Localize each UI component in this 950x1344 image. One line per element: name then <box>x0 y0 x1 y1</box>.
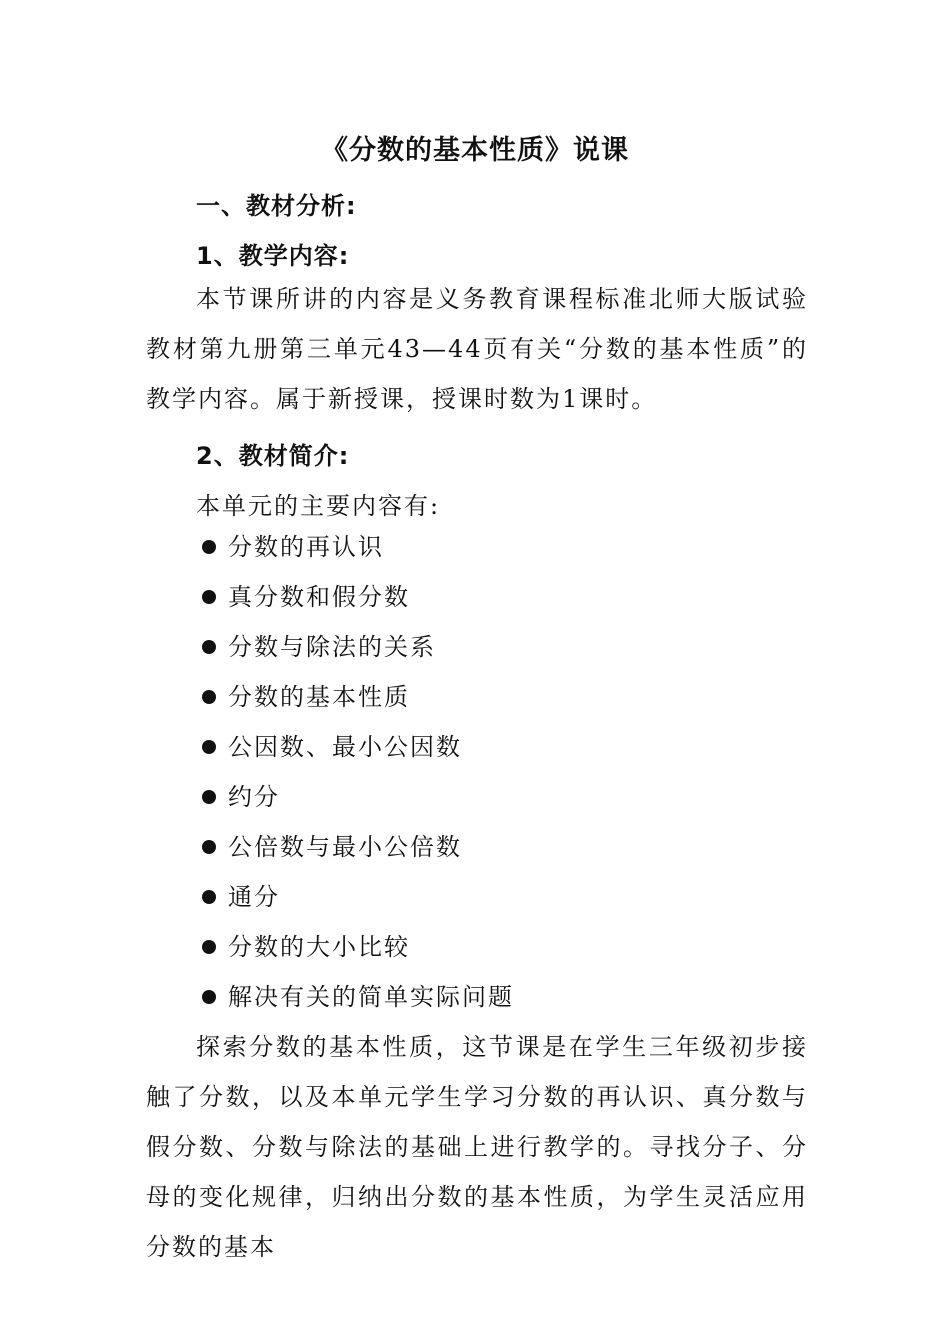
list-item-text: 分数与除法的关系 <box>228 633 436 661</box>
list-item <box>198 972 514 1022</box>
list-item-text: 分数的大小比较 <box>228 933 410 961</box>
list-item-text: 通分 <box>228 883 280 911</box>
unit-content-list <box>198 522 514 1022</box>
list-item <box>198 722 514 772</box>
list-item-text: 公倍数与最小公倍数 <box>228 833 462 861</box>
list-item <box>198 872 514 922</box>
bullet-dot-icon <box>202 940 216 954</box>
bullet-dot-icon <box>202 890 216 904</box>
list-item <box>198 622 514 672</box>
list-item <box>198 672 514 722</box>
bullet-dot-icon <box>202 840 216 854</box>
list-item <box>198 822 514 872</box>
list-item-text: 约分 <box>228 783 280 811</box>
bullet-dot-icon <box>202 740 216 754</box>
list-item-text: 公因数、最小公因数 <box>228 733 462 761</box>
bullet-dot-icon <box>202 540 216 554</box>
list-item-text: 真分数和假分数 <box>228 583 410 611</box>
unit-intro-text: 本单元的主要内容有: <box>196 492 441 520</box>
page-title: 《分数的基本性质》说课 <box>321 135 629 166</box>
list-item <box>198 922 514 972</box>
paragraph-teaching-content: 本节课所讲的内容是义务教育课程标准北师大版试验教材第九册第三单元43—44页有关“分数的基本性质”的教学内容。属于新授课，授课时数为1课时。 <box>146 285 808 413</box>
bullet-dot-icon <box>202 690 216 704</box>
list-item <box>198 772 514 822</box>
bullet-dot-icon <box>202 590 216 604</box>
bullet-dot-icon <box>202 790 216 804</box>
subheading-materials-intro: 2、教材简介: <box>196 442 350 470</box>
bullet-dot-icon <box>202 640 216 654</box>
list-item-text: 分数的再认识 <box>228 533 384 561</box>
bullet-dot-icon <box>202 990 216 1004</box>
list-item <box>198 522 514 572</box>
list-item <box>198 572 514 622</box>
section-heading-materials-analysis: 一、教材分析: <box>196 192 357 220</box>
subheading-teaching-content: 1、教学内容: <box>196 242 350 270</box>
paragraph-closing: 探索分数的基本性质，这节课是在学生三年级初步接触了分数，以及本单元学生学习分数的再认识、真分数与假分数、分数与除法的基础上进行教学的。寻找分子、分母的变化规律，归纳出分数的基本性质，为学生灵活应用分数的基本 <box>146 1033 808 1261</box>
list-item-text: 解决有关的简单实际问题 <box>228 983 514 1011</box>
list-item-text: 分数的基本性质 <box>228 683 410 711</box>
